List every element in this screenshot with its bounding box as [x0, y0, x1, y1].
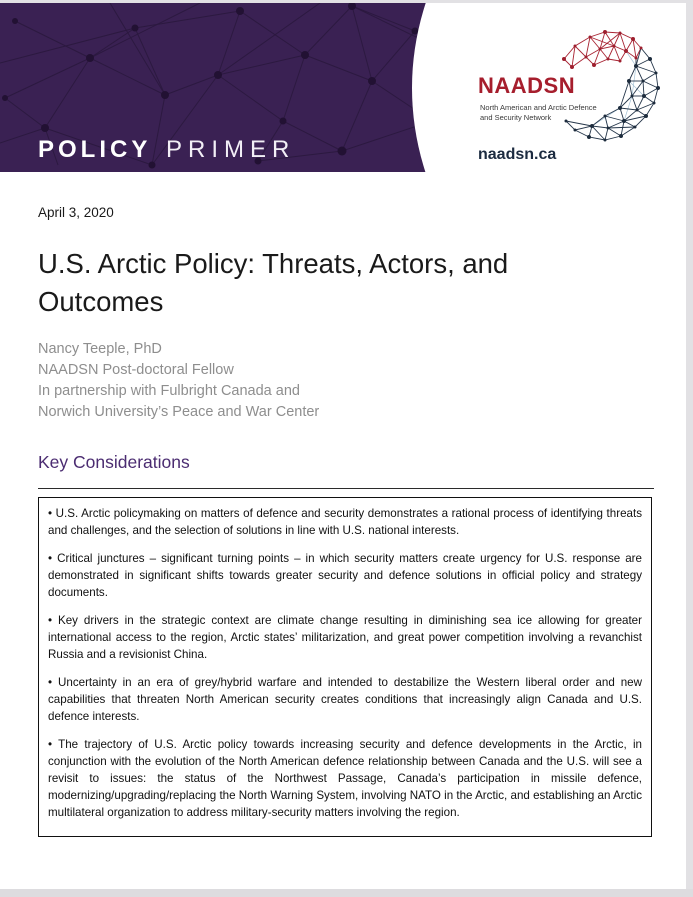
brand-word-bold: POLICY — [38, 136, 152, 163]
document-page — [0, 3, 686, 889]
author-line-partnership-2: Norwich University’s Peace and War Center — [38, 404, 320, 421]
heading-rule — [38, 488, 654, 489]
page-edge-bottom — [0, 889, 693, 897]
naadsn-globe-icon — [544, 25, 664, 151]
naadsn-subtitle-line-2: and Security Network — [480, 113, 552, 122]
document-body — [0, 172, 686, 837]
author-line-partnership-1: In partnership with Fulbright Canada and — [38, 383, 300, 400]
policy-primer-title — [38, 136, 295, 164]
author-line-name: Nancy Teeple, PhD — [38, 341, 162, 358]
consideration-item: • U.S. Arctic policymaking on matters of defence and security demonstrates a rational process of identifying threats and challenges, and the selection of solutions in line with U.S. national interests. — [48, 506, 642, 537]
author-block — [38, 339, 648, 423]
document-title — [38, 245, 648, 321]
consideration-item: • Uncertainty in an era of grey/hybrid warfare and intended to destabilize the Western liberal order and new capabilities that threaten North American security creates conditions that increasingly align Canada and U.S. defence interests. — [48, 675, 642, 723]
banner — [0, 3, 686, 172]
document-date: April 3, 2020 — [38, 205, 114, 220]
section-heading-key-considerations: Key Considerations — [38, 452, 190, 473]
author-line-role: NAADSN Post-doctoral Fellow — [38, 362, 234, 379]
page-edge-right — [686, 0, 693, 897]
naadsn-subtitle-line-1: North American and Arctic Defence — [480, 103, 597, 112]
brand-word-light: PRIMER — [166, 136, 296, 163]
consideration-item: • The trajectory of U.S. Arctic policy towards increasing security and defence developments in the Arctic, in conjunction with the evolution of the North American defence relationship between Canada and the U.S. will see a revisit to issues: the status of the Northwest Passage, Canada’s participation in missile defence, modernizing/upgrading/replacing the North Warning System, involving NATO in the Arctic, and establishing an Arctic multilateral organization to address military-security matters involving the region. — [48, 737, 642, 819]
naadsn-website: naadsn.ca — [478, 146, 557, 163]
title-line-2: Outcomes — [38, 286, 164, 317]
title-line-1: U.S. Arctic Policy: Threats, Actors, and — [38, 248, 509, 279]
consideration-item: • Critical junctures – significant turning points – in which security matters create urgency for U.S. response are demonstrated in significant shifts towards greater security and defence solutions in official policy and strategy documents. — [48, 551, 642, 599]
naadsn-wordmark: NAADSN — [478, 73, 576, 98]
consideration-item: • Key drivers in the strategic context are climate change resulting in diminishing sea ice allowing for greater international access to the region, Arctic states’ militarization, and great power competition involving a revanchist Russia and a revisionist China. — [48, 613, 642, 661]
key-considerations-box — [38, 497, 652, 837]
